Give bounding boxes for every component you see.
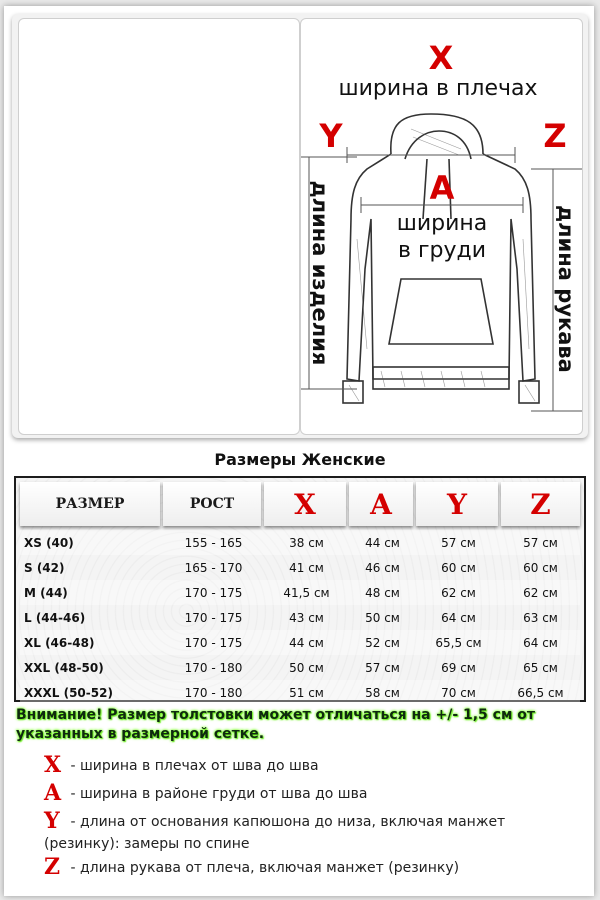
cell-size: XS (40) (24, 535, 74, 550)
product-photo (18, 18, 300, 435)
header-a: A (349, 482, 413, 526)
cell-size: XXXL (50-52) (24, 685, 113, 700)
cell-x: 38 см (289, 535, 324, 550)
size-table (14, 476, 586, 702)
cell-x: 43 см (289, 610, 324, 625)
legend-letter-x: X (44, 752, 62, 778)
cell-a: 46 см (365, 560, 400, 575)
cell-y: 65,5 см (435, 635, 482, 650)
letter-y: Y (319, 117, 343, 155)
table-row (20, 680, 580, 705)
cell-a: 48 см (365, 585, 400, 600)
cell-a: 52 см (365, 635, 400, 650)
table-row (20, 530, 580, 555)
legend-letter-z: Z (44, 854, 61, 880)
table-title: Размеры Женские (214, 450, 386, 469)
cell-height: 170 - 175 (184, 585, 243, 600)
size-tolerance-warning: Внимание! Размер толстовки может отличаться на +/- 1,5 см от указанных в размерной сетке. (16, 707, 536, 742)
cell-y: 62 см (441, 585, 476, 600)
cell-height: 170 - 180 (184, 660, 243, 675)
cell-y: 60 см (441, 560, 476, 575)
cell-x: 41,5 см (283, 585, 330, 600)
legend-text-a: - ширина в районе груди от шва до шва (70, 786, 368, 802)
cell-height: 155 - 165 (184, 535, 243, 550)
length-label: длина изделия (308, 180, 332, 366)
table-row (20, 630, 580, 655)
chest-label-line2: в груди (397, 238, 487, 263)
cell-x: 44 см (289, 635, 324, 650)
cell-z: 60 см (523, 560, 558, 575)
table-header (20, 482, 580, 526)
letter-x: X (428, 39, 454, 77)
cell-size: XXL (48-50) (24, 660, 104, 675)
header-z: Z (501, 482, 580, 526)
cell-y: 70 см (441, 685, 476, 700)
hoodie-measurement-diagram (300, 18, 583, 435)
cell-x: 50 см (289, 660, 324, 675)
cell-height: 170 - 175 (184, 635, 243, 650)
header-size: РАЗМЕР (20, 482, 160, 526)
cell-size: S (42) (24, 560, 65, 575)
cell-x: 51 см (289, 685, 324, 700)
sleeve-label: длина рукава (554, 205, 578, 373)
cell-size: L (44-46) (24, 610, 86, 625)
cell-y: 69 см (441, 660, 476, 675)
table-body (20, 530, 580, 705)
cell-height: 170 - 175 (184, 610, 243, 625)
letter-z: Z (543, 117, 567, 155)
legend-text-x: - ширина в плечах от шва до шва (70, 758, 319, 774)
cell-height: 165 - 170 (184, 560, 243, 575)
cell-a: 57 см (365, 660, 400, 675)
letter-a: A (429, 169, 455, 207)
cell-z: 65 см (523, 660, 558, 675)
legend-text-y: - длина от основания капюшона до низа, включая манжет (резинку): замеры по спине (44, 814, 506, 852)
cell-a: 58 см (365, 685, 400, 700)
table-row (20, 555, 580, 580)
cell-height: 170 - 180 (184, 685, 243, 700)
header-y: Y (416, 482, 498, 526)
legend-item-z (44, 856, 584, 879)
table-row (20, 655, 580, 680)
legend-text-z: - длина рукава от плеча, включая манжет (резинку) (70, 860, 460, 876)
table-row (20, 580, 580, 605)
legend-item-y (44, 810, 584, 855)
legend-letter-y: Y (44, 808, 60, 834)
table-row (20, 605, 580, 630)
header-x: X (264, 482, 346, 526)
cell-z: 62 см (523, 585, 558, 600)
header-height: РОСТ (163, 482, 261, 526)
cell-a: 50 см (365, 610, 400, 625)
cell-a: 44 см (365, 535, 400, 550)
legend-letter-a: A (44, 780, 62, 806)
chest-label-line1: ширина (396, 211, 488, 236)
cell-size: XL (46-48) (24, 635, 95, 650)
cell-y: 57 см (441, 535, 476, 550)
cell-x: 41 см (289, 560, 324, 575)
hoodie-sketch (301, 19, 582, 434)
legend-item-x (44, 754, 584, 777)
cell-y: 64 см (441, 610, 476, 625)
cell-z: 64 см (523, 635, 558, 650)
cell-z: 63 см (523, 610, 558, 625)
shoulders-label: ширина в плечах (338, 76, 538, 101)
legend-item-a (44, 782, 584, 805)
cell-z: 57 см (523, 535, 558, 550)
cell-size: M (44) (24, 585, 68, 600)
cell-z: 66,5 см (517, 685, 564, 700)
